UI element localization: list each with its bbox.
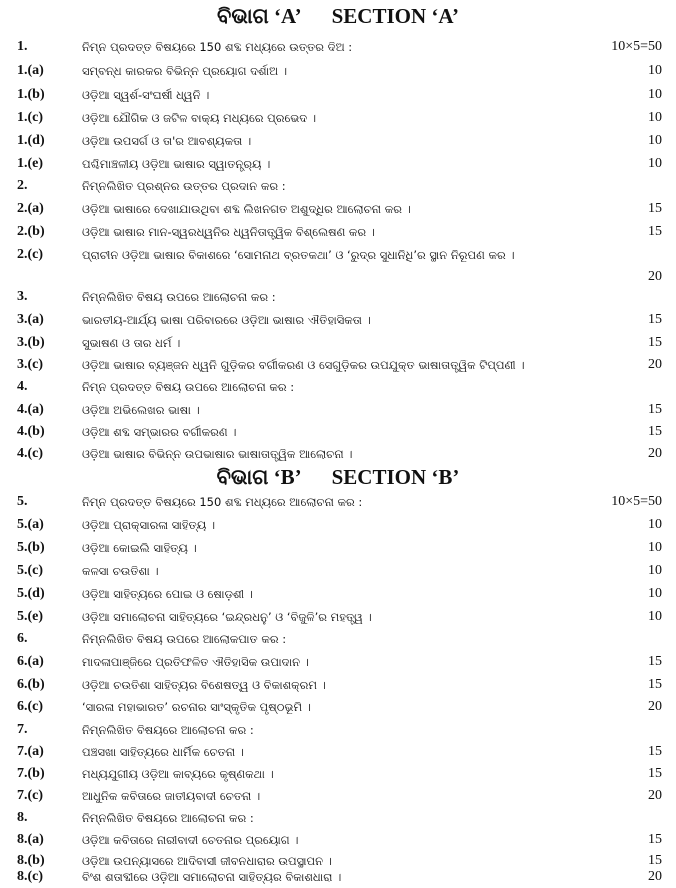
question-row [0,61,676,81]
question-row [0,355,676,375]
section-a-title-odia: ବିଭାଗ ‘A’ [217,4,302,28]
question-text: ପ୍ରାଚୀନ ଓଡ଼ିଆ ଭାଷାର ବିକାଶରେ ‘ସୋମନାଥ ବ୍ରତକଥା’ ଓ ‘ରୁଦ୍ର ସୁଧାନିଧି’ର ସ୍ଥାନ ନିରୂପଣ କର । [82,248,515,262]
question-number: 7.(a) [17,744,44,759]
question-number: 3.(a) [17,312,44,327]
question-text: ଓଡ଼ିଆ ଚଉତିଶା ସାହିତ୍ୟର ବିଶେଷତ୍ୱ ଓ ବିକାଶକ୍ରମ । [82,678,326,692]
question-row [0,561,676,581]
question-number: 3. [17,289,28,304]
question-text: ‘ସାରଳା ମହାଭାରତ’ ରଚନାର ସାଂସ୍କୃତିକ ପୃଷ୍ଠଭୂମି । [82,700,311,714]
question-number: 1.(b) [17,87,45,102]
question-number: 2.(a) [17,201,44,216]
question-text: ନିମ୍ନଲିଖିତ ପ୍ରଶ୍ନର ଉତ୍ତର ପ୍ରଦାନ କର : [82,179,286,193]
question-row [0,607,676,627]
question-marks: 15 [648,224,662,239]
question-marks: 10 [648,586,662,601]
question-marks: 10 [648,609,662,624]
question-number: 4.(c) [17,446,44,461]
question-row [0,720,676,740]
question-text: ନିମ୍ନଲିଖିତ ବିଷୟରେ ଆଲୋଚନା କର : [82,811,254,825]
question-row [0,652,676,672]
question-text: ନିମ୍ନ ପ୍ରଦତ୍ତ ବିଷୟରେ 150 ଶବ୍ଦ ମଧ୍ୟରେ ଆଲୋଚନା କର : [82,495,363,509]
question-row [0,629,676,649]
question-number: 5. [17,494,28,509]
question-marks: 15 [648,335,662,350]
question-row [0,764,676,784]
question-text: ମଧ୍ୟଯୁଗୀୟ ଓଡ଼ିଆ କାବ୍ୟରେ କୃଷ୍ଣକଥା । [82,767,274,781]
question-row [0,222,676,242]
question-marks: 15 [648,744,662,759]
question-text: ବିଂଶ ଶତାବ୍ଦୀରେ ଓଡ଼ିଆ ସମାଲୋଚନା ସାହିତ୍ୟର ବିକାଶଧାରା । [82,870,342,884]
question-text: ଓଡ଼ିଆ ଭାଷାର ବିଭିନ୍ନ ଉପଭାଷାର ଭାଷାତାତ୍ତ୍ୱିକ ଆଲୋଚନା । [82,447,353,461]
question-row [0,515,676,535]
question-number: 3.(c) [17,357,44,372]
question-text: ସମ୍ବନ୍ଧ କାରକର ବିଭିନ୍ନ ପ୍ରୟୋଗ ଦର୍ଶାଅ । [82,64,288,78]
question-marks: 20 [648,446,662,461]
question-row [0,538,676,558]
question-text: ଆଧୁନିକ କବିତାରେ ଜାତୀୟବାଦୀ ଚେତନା । [82,789,261,803]
question-row [0,808,676,828]
question-text: ଓଡ଼ିଆ ଭାଷାର ବ୍ୟଞ୍ଜନ ଧ୍ୱନି ଗୁଡ଼ିକର ବର୍ଗୀକରଣ ଓ ସେଗୁଡ଼ିକର ଉପଯୁକ୍ତ ଭାଷାତାତ୍ତ୍ୱିକ ଟିପ୍ପଣୀ । [82,358,525,372]
question-number: 7.(c) [17,788,44,803]
question-marks: 15 [648,832,662,847]
question-text: ଓଡ଼ିଆ ଭାଷାର ମାନ-ସ୍ୱରଧ୍ୱନିର ଧ୍ୱନିତାତ୍ତ୍ୱିକ ବିଶ୍ଲେଷଣ କର । [82,225,375,239]
question-number: 6.(c) [17,699,44,714]
question-marks: 10 [648,87,662,102]
question-row [0,400,676,420]
question-marks: 10 [648,517,662,532]
question-number: 4. [17,379,28,394]
question-marks: 15 [648,201,662,216]
question-row [0,245,676,289]
question-row [0,131,676,151]
question-marks: 15 [648,402,662,417]
question-marks: 10×5=50 [611,494,662,509]
question-row [0,830,676,850]
question-row [0,675,676,695]
question-marks: 15 [648,424,662,439]
question-row [0,584,676,604]
question-text: ଓଡ଼ିଆ ସମାଲୋଚନା ସାହିତ୍ୟରେ ‘ଇନ୍ଦ୍ରଧନୁ’ ଓ ‘ବିଜୁଳି’ର ମହତ୍ତ୍ୱ । [82,610,372,624]
question-row [0,154,676,174]
question-row [0,867,676,887]
question-number: 5.(d) [17,586,45,601]
question-row [0,310,676,330]
question-number: 5.(c) [17,563,44,578]
question-marks: 20 [648,788,662,803]
question-marks: 15 [648,654,662,669]
question-text: ଓଡ଼ିଆ ଉପସର୍ଗ ଓ ତା'ର ଆବଶ୍ୟକତା । [82,134,252,148]
section-b-title-english: SECTION ‘B’ [331,465,460,489]
question-row [0,742,676,762]
question-marks: 15 [648,766,662,781]
question-text: ନିମ୍ନଲିଖିତ ବିଷୟ ଉପରେ ଆଲୋଚନା କର : [82,290,276,304]
question-text: ମାଦଳାପାଞ୍ଜିରେ ପ୍ରତିଫଳିତ ଐତିହାସିକ ଉପାଦାନ । [82,655,309,669]
question-text: ନିମ୍ନ ପ୍ରଦତ୍ତ ବିଷୟରେ 150 ଶବ୍ଦ ମଧ୍ୟରେ ଉତ୍ତର ଦିଅ : [82,40,353,54]
question-marks: 10 [648,133,662,148]
question-marks: 10 [648,110,662,125]
question-marks: 15 [648,312,662,327]
question-number: 7.(b) [17,766,45,781]
question-text: ପଶ୍ଚିମାଞ୍ଚଳୀୟ ଓଡ଼ିଆ ଭାଷାର ସ୍ୱାତନ୍ତ୍ର୍ୟ । [82,157,271,171]
question-number: 5.(b) [17,540,45,555]
question-number: 5.(a) [17,517,44,532]
question-number: 8. [17,810,28,825]
question-number: 6.(b) [17,677,45,692]
question-text: ଓଡ଼ିଆ ଶବ୍ଦ ସମ୍ଭାରର ବର୍ଗୀକରଣ । [82,425,237,439]
question-marks: 15 [648,677,662,692]
question-text: ନିମ୍ନ ପ୍ରଦତ୍ତ ବିଷୟ ଉପରେ ଆଲୋଚନା କର : [82,380,295,394]
question-row [0,786,676,806]
question-marks: 20 [648,357,662,372]
question-marks: 20 [648,699,662,714]
question-row [0,377,676,397]
question-row [0,37,676,57]
question-number: 6.(a) [17,654,44,669]
question-text: ପଞ୍ଚସଖା ସାହିତ୍ୟରେ ଧାର୍ମିକ ଚେତନା । [82,745,244,759]
question-number: 2. [17,178,28,193]
section-b-heading [0,465,676,489]
question-text: କଳସା ଚଉତିଶା । [82,564,159,578]
question-row [0,492,676,512]
section-a-title-english: SECTION ‘A’ [331,4,459,28]
question-text: ଭାରତୀୟ-ଆର୍ଯ୍ୟ ଭାଷା ପରିବାରରେ ଓଡ଼ିଆ ଭାଷାର ଐତିହାସିକତା । [82,313,371,327]
question-row [0,108,676,128]
question-number: 2.(b) [17,224,45,239]
question-row [0,333,676,353]
question-text: ଓଡ଼ିଆ କୋଇଲି ସାହିତ୍ୟ । [82,541,197,555]
question-row [0,697,676,717]
question-row [0,176,676,196]
question-number: 1.(c) [17,110,44,125]
question-number: 5.(e) [17,609,44,624]
question-text: ଓଡ଼ିଆ ସାହିତ୍ୟରେ ପୋଇ ଓ ଷୋଡ଼ଶୀ । [82,587,253,601]
question-marks: 10 [648,540,662,555]
question-row [0,199,676,219]
section-b-title-odia: ବିଭାଗ ‘B’ [216,465,302,489]
question-text: ଓଡ଼ିଆ ଅଭିଲେଖର ଭାଷା । [82,403,200,417]
question-marks: 10×5=50 [611,39,662,54]
question-row [0,287,676,307]
question-row [0,85,676,105]
question-number: 1.(d) [17,133,45,148]
question-marks: 10 [648,563,662,578]
question-number: 4.(a) [17,402,44,417]
question-number: 1. [17,39,28,54]
question-text: ନିମ୍ନଲିଖିତ ବିଷୟ ଉପରେ ଆଲୋକପାତ କର : [82,632,287,646]
question-text: ଓଡ଼ିଆ ସ୍ୱର୍ଶ-ସଂଘର୍ଷୀ ଧ୍ୱନି । [82,88,210,102]
question-number: 8.(c) [17,869,44,884]
question-text: ସୁଭାଷଣ ଓ ତାର ଧର୍ମ । [82,336,181,350]
question-marks: 20 [648,869,662,884]
question-number: 1.(e) [17,156,44,171]
question-marks: 10 [648,63,662,78]
question-text: ଓଡ଼ିଆ ଯୌଗିକ ଓ ଜଟିଳ ବାକ୍ୟ ମଧ୍ୟରେ ପ୍ରଭେଦ । [82,111,317,125]
question-text: ଓଡ଼ିଆ କବିତାରେ ନାରୀବାଦୀ ଚେତନାର ପ୍ରୟୋଗ । [82,833,299,847]
question-number: 2.(c) [17,247,44,262]
question-number: 4.(b) [17,424,45,439]
question-number: 6. [17,631,28,646]
question-text: ଓଡ଼ିଆ ଉପନ୍ୟାସରେ ଆଦିବାସୀ ଜୀବନଧାରାର ଉପସ୍ଥାପନ । [82,854,332,868]
question-number: 8.(a) [17,832,44,847]
question-marks: 10 [648,156,662,171]
question-number: 1.(a) [17,63,44,78]
question-marks: 20 [648,269,662,284]
question-row [0,422,676,442]
question-marks: 15 [648,853,662,868]
question-text: ଓଡ଼ିଆ ପ୍ରାକ୍‌ସାରଳା ସାହିତ୍ୟ । [82,518,216,532]
question-text: ନିମ୍ନଲିଖିତ ବିଷୟରେ ଆଲୋଚନା କର : [82,723,254,737]
question-number: 7. [17,722,28,737]
question-row [0,444,676,464]
question-text: ଓଡ଼ିଆ ଭାଷାରେ ଦେଖାଯାଉଥିବା ଶବ୍ଦ ଲିଖନଗତ ଅଶୁଦ୍ଧିର ଆଲୋଚନା କର । [82,202,411,216]
question-number: 8.(b) [17,853,45,868]
question-number: 3.(b) [17,335,45,350]
section-a-heading [0,4,676,28]
